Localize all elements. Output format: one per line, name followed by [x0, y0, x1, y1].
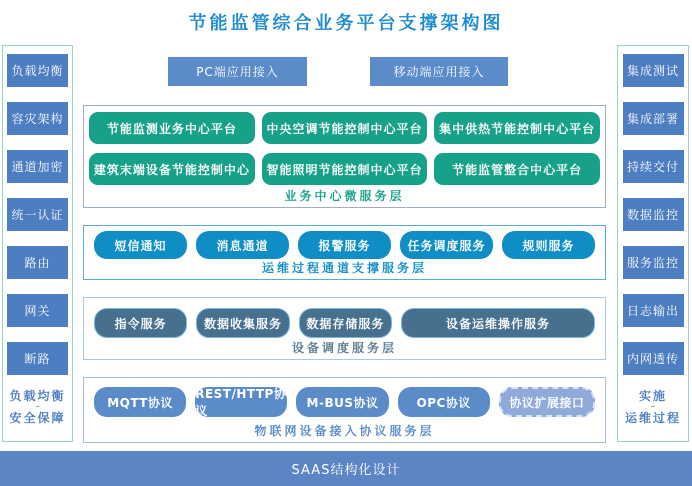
node-building-terminal-control-center: 建筑末端设备节能控制中心 [89, 153, 255, 185]
business-layer-grid [84, 106, 605, 185]
right-sidebar-item-data-monitoring: 数据监控 [623, 198, 684, 231]
node-rest-http-protocol: REST/HTTP协议 [195, 387, 287, 418]
node-task-scheduling-service: 任务调度服务 [400, 231, 493, 259]
protocol-layer-row [84, 378, 605, 417]
node-alarm-service: 报警服务 [298, 231, 391, 259]
node-command-service: 指令服务 [94, 308, 187, 338]
right-sidebar-footer-dash: – [650, 402, 656, 413]
left-sidebar-item-circuit-break: 断路 [7, 342, 68, 375]
mobile-app-access-node: 移动端应用接入 [370, 57, 508, 86]
node-central-heating-control-center: 集中供热节能控制中心平台 [434, 112, 600, 144]
right-sidebar-footer-line2: 运维过程 [624, 411, 681, 426]
node-device-om-operation-service: 设备运维操作服务 [401, 308, 595, 338]
left-sidebar-footer-dash: – [35, 402, 40, 413]
channel-layer-section [83, 225, 606, 280]
right-sidebar-item-log-output: 日志输出 [623, 294, 684, 327]
node-supervision-integration-center: 节能监管整合中心平台 [434, 153, 600, 185]
node-mbus-protocol: M-BUS协议 [296, 387, 388, 417]
protocol-layer-label: 物联网设备接入协议服务层 [254, 424, 435, 438]
right-sidebar-item-service-monitoring: 服务监控 [623, 246, 684, 279]
node-central-ac-control-center: 中央空调节能控制中心平台 [262, 112, 428, 144]
page-title: 节能监管综合业务平台支撑架构图 [188, 13, 504, 34]
business-layer-label: 业务中心微服务层 [284, 189, 405, 203]
node-energy-monitoring-center: 节能监测业务中心平台 [89, 112, 255, 144]
pc-app-access-node: PC端应用接入 [168, 57, 307, 86]
left-sidebar-footer-line1: 负载均衡 [9, 389, 66, 403]
node-data-collection-service: 数据收集服务 [196, 308, 289, 338]
left-sidebar-item-gateway: 网关 [7, 294, 68, 327]
protocol-layer-section [83, 377, 606, 443]
left-sidebar [2, 45, 73, 442]
right-sidebar-item-integration-test: 集成测试 [623, 54, 684, 87]
right-sidebar-footer-line1: 实施 [638, 389, 667, 403]
left-sidebar-item-channel-encryption: 通道加密 [7, 150, 68, 183]
left-sidebar-footer-line2: 安全保障 [9, 411, 66, 426]
node-smart-lighting-control-center: 智能照明节能控制中心平台 [262, 153, 428, 185]
right-sidebar-item-intranet-passthrough: 内网透传 [623, 342, 684, 375]
left-sidebar-footer [3, 390, 72, 425]
right-sidebar-item-continuous-delivery: 持续交付 [623, 150, 684, 183]
node-sms-notification: 短信通知 [94, 231, 187, 259]
node-rule-service: 规则服务 [502, 231, 595, 259]
left-sidebar-item-disaster-recovery: 容灾架构 [7, 102, 68, 135]
node-message-channel: 消息通道 [196, 231, 289, 259]
device-layer-label: 设备调度服务层 [291, 341, 397, 355]
left-sidebar-item-routing: 路由 [7, 246, 68, 279]
node-opc-protocol: OPC协议 [398, 387, 490, 417]
left-sidebar-item-load-balancing: 负载均衡 [7, 54, 68, 87]
right-sidebar-footer [618, 390, 688, 425]
node-protocol-extension-interface: 协议扩展接口 [499, 387, 595, 417]
channel-layer-label: 运维过程通道支撑服务层 [261, 261, 427, 275]
left-sidebar-item-unified-auth: 统一认证 [7, 198, 68, 231]
right-sidebar-item-integration-deploy: 集成部署 [623, 102, 684, 135]
node-data-storage-service: 数据存储服务 [299, 308, 392, 338]
node-mqtt-protocol: MQTT协议 [94, 387, 186, 417]
saas-footer-bar: SAAS结构化设计 [0, 451, 692, 486]
channel-layer-row [84, 226, 605, 259]
right-sidebar [617, 45, 689, 442]
device-layer-row [84, 298, 605, 338]
device-layer-section [83, 297, 606, 360]
business-layer-section [83, 105, 606, 208]
